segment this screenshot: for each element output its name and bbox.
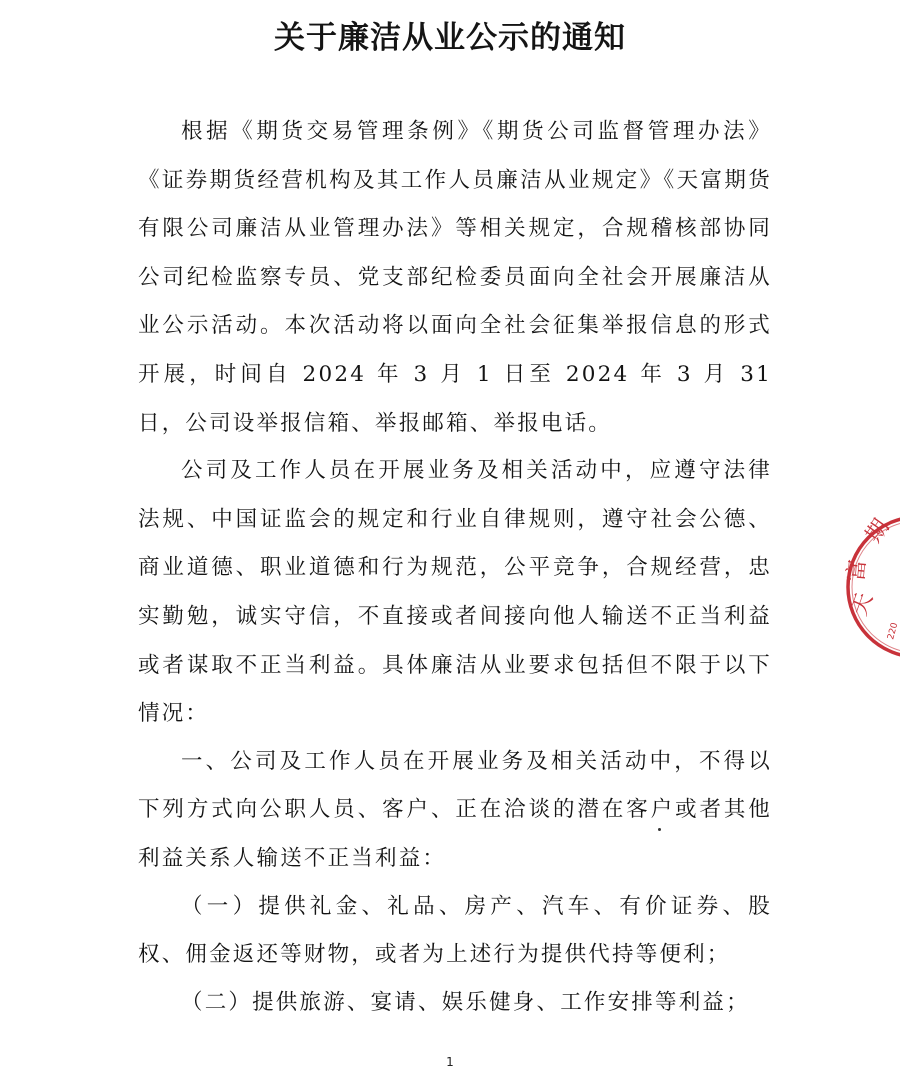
scan-speck: [658, 828, 661, 831]
seal-digits: 220: [886, 621, 900, 641]
paragraph-item-1: 一、公司及工作人员在开展业务及相关活动中，不得以下列方式向公职人员、客户、正在洽谈的潜在客户或者其他利益关系人输送不正当利益：: [138, 748, 772, 871]
seal-char-1: 天: [847, 589, 879, 620]
page-number: 1: [446, 1055, 454, 1069]
paragraph-requirements: 公司及工作人员在开展业务及相关活动中，应遵守法律法规、中国证监会的规定和行业自律规则，遵守社会公德、商业道德、职业道德和行为规范，公平竞争，合规经营，忠实勤勉，诚实守信，不直接或者间接向他人输送不正当利益或者谋取不正当利益。具体廉洁从业要求包括但不限于以下情况：: [138, 458, 772, 727]
document-title: 关于廉洁从业公示的通知: [274, 20, 626, 56]
paragraph-intro: 根据《期货交易管理条例》《期货公司监督管理办法》《证券期货经营机构及其工作人员廉洁从业规定》《天富期货有限公司廉洁从业管理办法》等相关规定，合规稽核部协同公司纪检监察专员、党支部纪检委员面向全社会开展廉洁从业公示活动。本次活动将以面向全社会征集举报信息的形式开展，时间自 2024 年 3 月 1 日至 2024 年 3 月 31 日，公司设举报信箱、举报邮箱、举报电话。: [138, 119, 772, 436]
paragraph-subitem-2: （二）提供旅游、宴请、娱乐健身、工作安排等利益；: [181, 989, 750, 1015]
company-seal-icon: [843, 512, 900, 662]
document-body: [138, 108, 772, 1027]
paragraph-subitem-1: （一）提供礼金、礼品、房产、汽车、有价证券、股权、佣金返还等财物，或者为上述行为提供代持等便利；: [138, 893, 772, 968]
seal-char-3: 期: [861, 515, 895, 548]
seal-char-2: 富: [844, 558, 871, 583]
